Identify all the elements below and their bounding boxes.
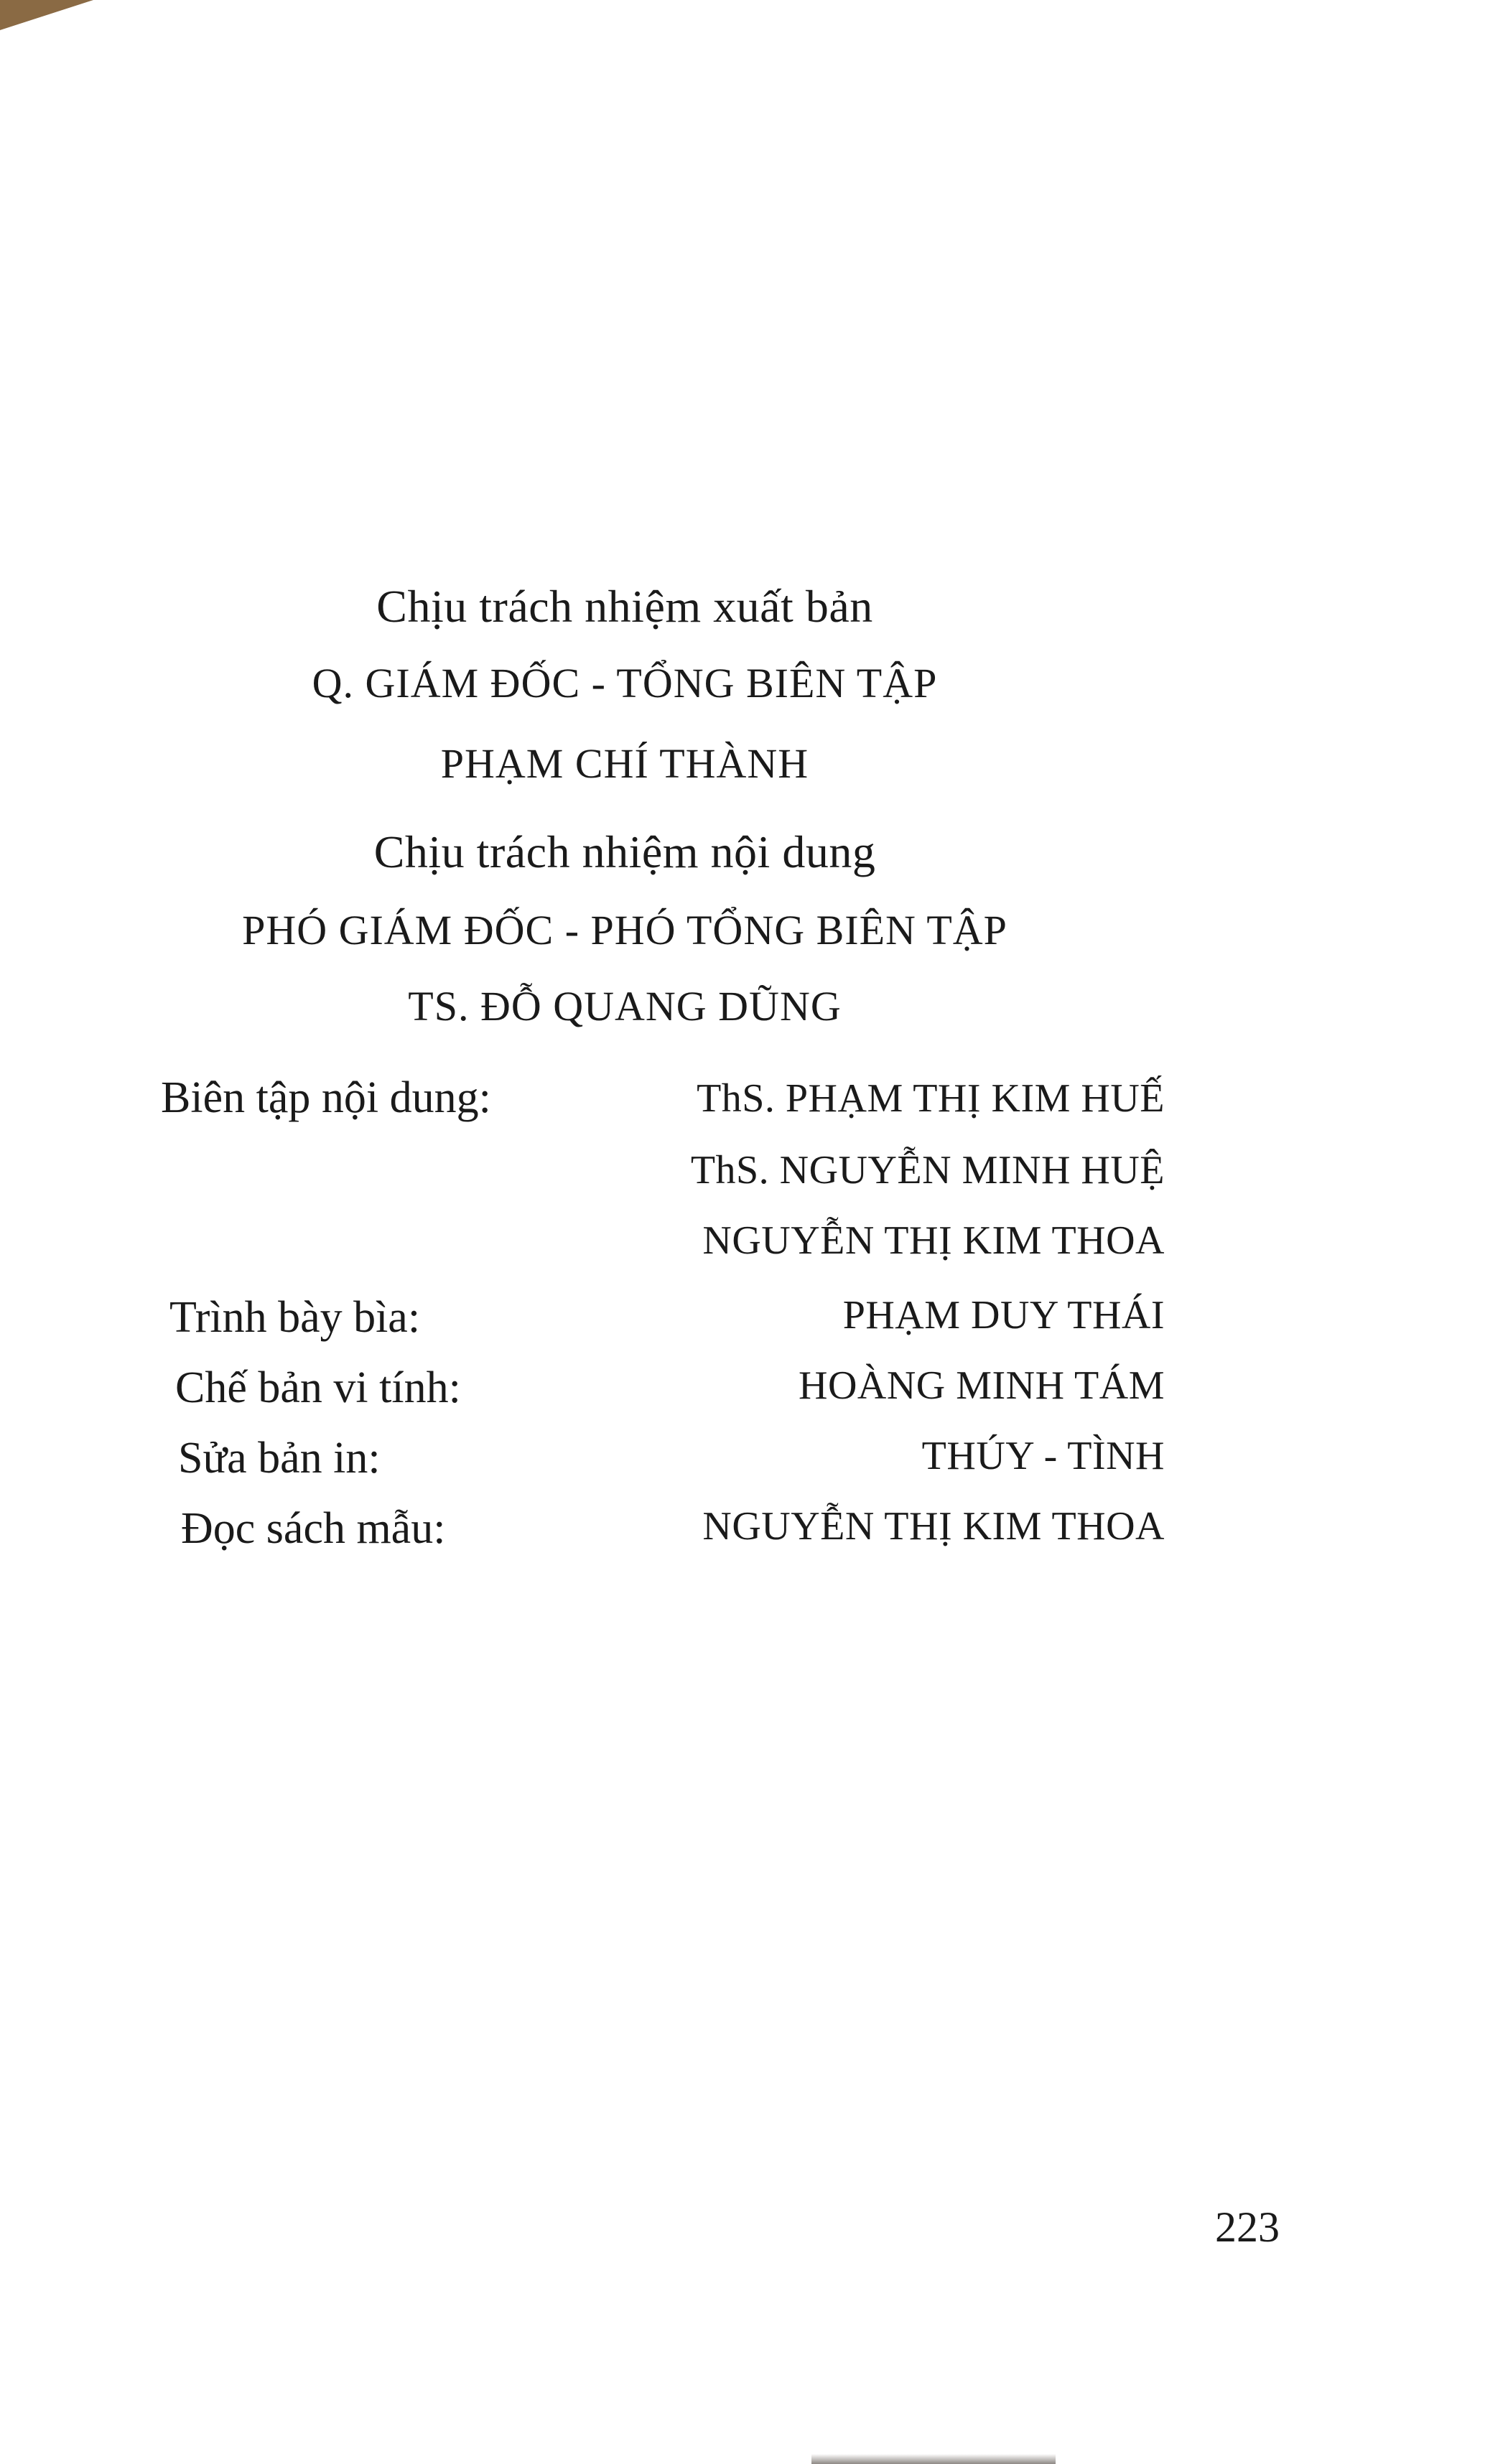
credit-name-content-editor-3: NGUYỄN THỊ KIM THOA bbox=[702, 1218, 1165, 1263]
credit-label-cover-design: Trình bày bìa: bbox=[169, 1293, 421, 1342]
credit-name-proofreading: THÚY - TÌNH bbox=[921, 1434, 1165, 1478]
credit-name-typesetting: HOÀNG MINH TÁM bbox=[799, 1363, 1165, 1408]
publisher-director-title: Q. GIÁM ĐỐC - TỔNG BIÊN TẬP bbox=[312, 660, 938, 706]
credit-name-sample-reading: NGUYỄN THỊ KIM THOA bbox=[702, 1504, 1165, 1549]
content-responsibility-heading: Chịu trách nhiệm nội dung bbox=[373, 826, 876, 877]
publisher-director-name: PHẠM CHÍ THÀNH bbox=[440, 740, 809, 787]
content-director-name: TS. ĐỖ QUANG DŨNG bbox=[408, 983, 842, 1030]
credit-label-typesetting: Chế bản vi tính: bbox=[175, 1363, 461, 1412]
publisher-responsibility-heading: Chịu trách nhiệm xuất bản bbox=[376, 581, 873, 632]
credit-name-content-editor-1: ThS. PHẠM THỊ KIM HUẾ bbox=[697, 1076, 1165, 1121]
credit-name-cover-design: PHẠM DUY THÁI bbox=[842, 1293, 1165, 1338]
scan-bottom-edge bbox=[811, 2454, 1056, 2464]
content-director-title: PHÓ GIÁM ĐỐC - PHÓ TỔNG BIÊN TẬP bbox=[242, 907, 1007, 953]
page-number: 223 bbox=[1215, 2203, 1280, 2251]
scan-corner-mark bbox=[0, 0, 93, 30]
credit-name-content-editor-2: ThS. NGUYỄN MINH HUỆ bbox=[690, 1148, 1165, 1193]
credit-label-proofreading: Sửa bản in: bbox=[178, 1434, 381, 1483]
credit-label-content-editors: Biên tập nội dung: bbox=[161, 1073, 491, 1122]
credit-label-sample-reading: Đọc sách mẫu: bbox=[181, 1504, 446, 1553]
